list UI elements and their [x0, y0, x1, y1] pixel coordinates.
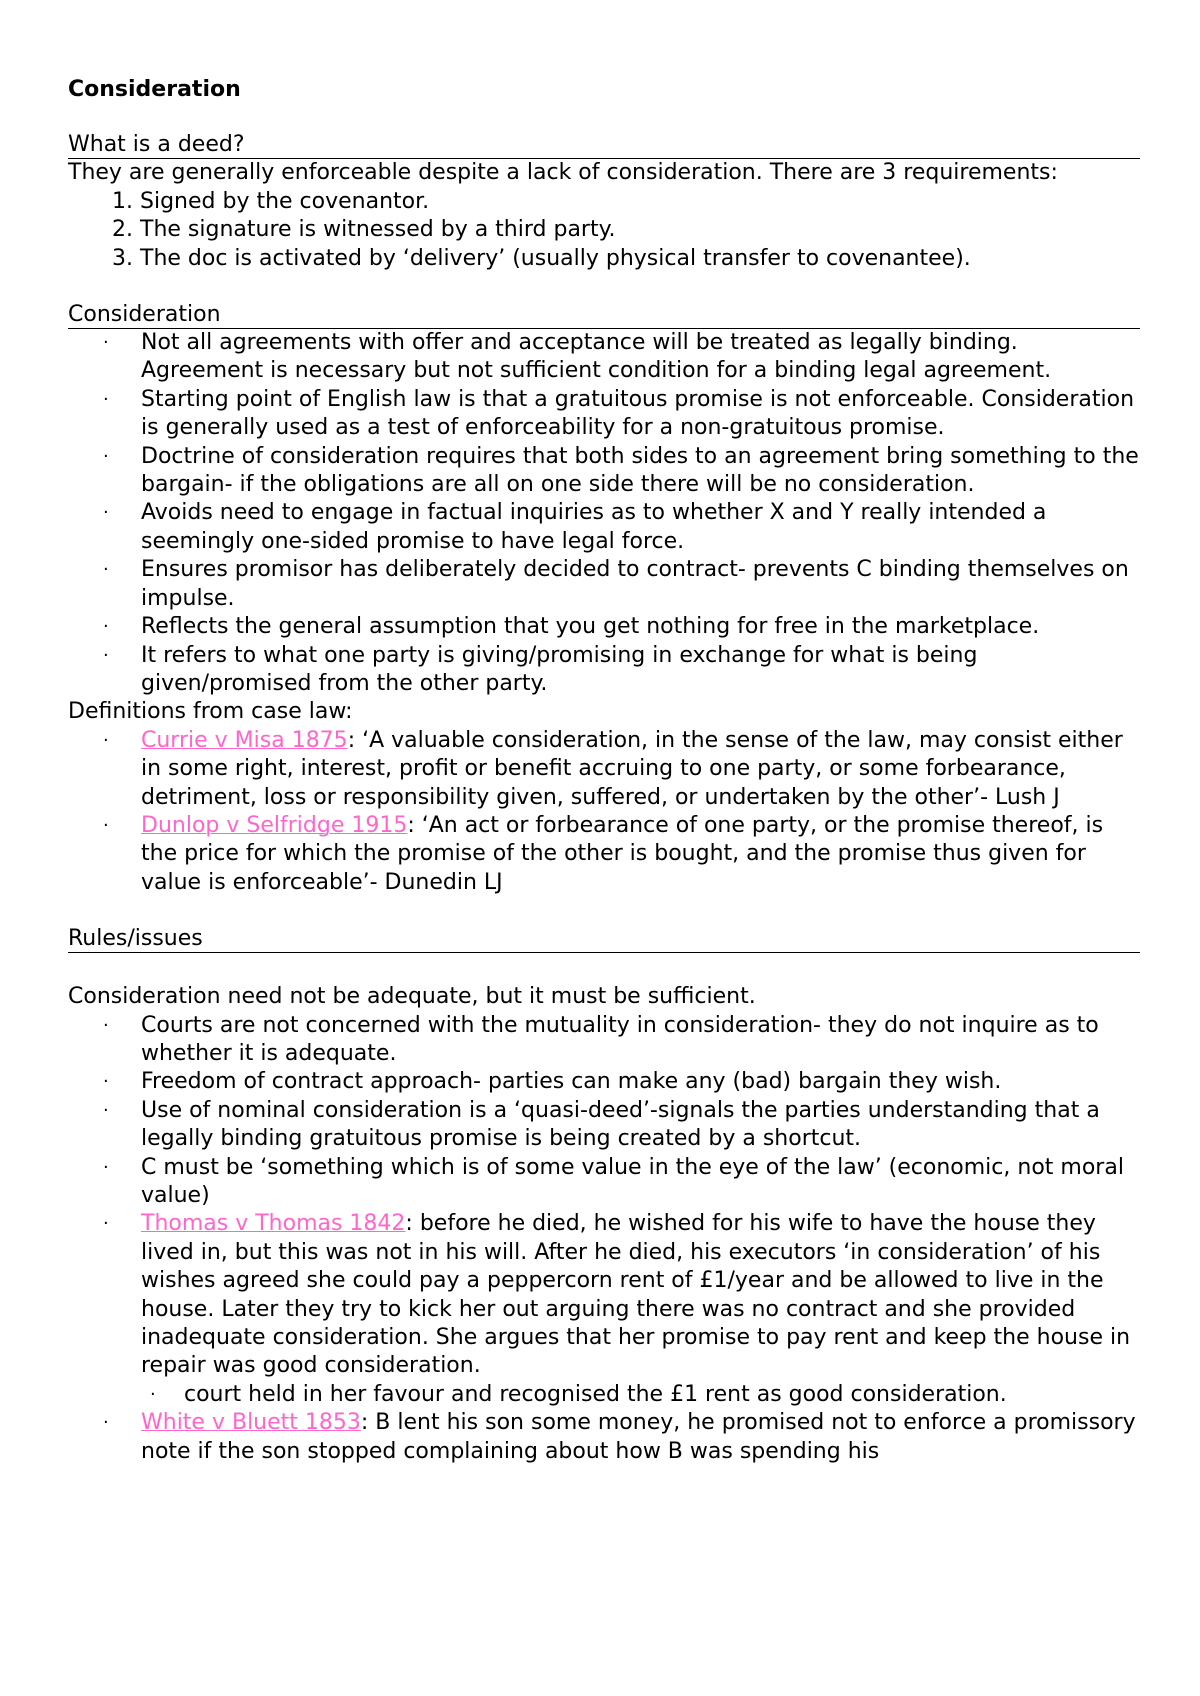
deed-intro: They are generally enforceable despite a lack of consideration. There are 3 requirements:: [68, 160, 1058, 186]
consideration-list: [68, 329, 1140, 698]
list-item: 2. The signature is witnessed by a third party.: [112, 217, 616, 243]
list-item: · White v Bluett 1853: B lent his son some money, he promised not to enforce a promissory note if the son stopped complaining about how B was spending his: [103, 1410, 1136, 1464]
bullet-icon: ·: [103, 332, 109, 354]
case-link-white[interactable]: White v Bluett 1853: [141, 1410, 361, 1436]
list-item: · court held in her favour and recognised the £1 rent as good consideration.: [68, 1381, 1140, 1409]
bullet-icon: ·: [103, 729, 109, 751]
list-item: · Doctrine of consideration requires that both sides to an agreement bring something to the bargain- if the obligations are all on one side there will be no consideration.: [103, 443, 1139, 498]
bullet-icon: ·: [150, 1383, 156, 1405]
list-item: · Thomas v Thomas 1842: before he died, he wished for his wife to have the house they lived in, but this was not in his will. After he died, his executors ‘in consideration’ of his wishes agreed she could pay a peppercorn rent of £1/year and be allowed to live in the house. Later they try to kick her out arguing there was no contract and she provided inadequate consideration. She argues that her promise to pay rent and keep the house in repair was good consideration. · court held in her favour and recognised the £1 rent as good consideration.: [68, 1210, 1140, 1409]
list-item: · Dunlop v Selfridge 1915: ‘An act or forbearance of one party, or the promise thereof, is the price for which the promise of the other is bought, and the promise thus given for value is enforceable’- Dunedin LJ: [103, 812, 1104, 895]
list-item: · It refers to what one party is giving/promising in exchange for what is being given/promised from the other party.: [103, 642, 978, 696]
list-item: 3. The doc is activated by ‘delivery’ (usually physical transfer to covenantee).: [112, 245, 971, 271]
bullet-icon: ·: [103, 616, 109, 638]
list-item: · C must be ‘something which is of some value in the eye of the law’ (economic, not moral value): [103, 1154, 1124, 1208]
bullet-icon: ·: [103, 1071, 109, 1093]
list-item: · Avoids need to engage in factual inquiries as to whether X and Y really intended a seemingly one-sided promise to have legal force.: [103, 500, 1047, 554]
list-item: · Ensures promisor has deliberately decided to contract- prevents C binding themselves on impulse.: [103, 557, 1129, 611]
list-item: · Use of nominal consideration is a ‘quasi-deed’-signals the parties understanding that a legally binding gratuitous promise is being created by a shortcut.: [103, 1097, 1100, 1152]
thomas-sub-list: [68, 1381, 1140, 1409]
consideration-heading: Consideration: [68, 301, 1140, 329]
bullet-icon: ·: [103, 388, 109, 410]
bullet-icon: ·: [103, 1099, 109, 1121]
document-page: [68, 76, 1140, 1466]
definitions-list: [68, 727, 1140, 897]
list-item: · Reflects the general assumption that you get nothing for free in the marketplace.: [68, 613, 1140, 641]
definitions-label: Definitions from case law:: [68, 699, 353, 725]
bullet-icon: ·: [103, 445, 109, 467]
rules-list: [68, 1012, 1140, 1467]
list-item: · Freedom of contract approach- parties can make any (bad) bargain they wish.: [68, 1068, 1140, 1096]
case-link-dunlop[interactable]: Dunlop v Selfridge 1915: [141, 812, 408, 838]
bullet-icon: ·: [103, 1412, 109, 1434]
list-item: 1. Signed by the covenantor.: [112, 188, 430, 214]
bullet-icon: ·: [103, 644, 109, 666]
list-item: · Not all agreements with offer and acceptance will be treated as legally binding. Agreement is necessary but not sufficient condition for a binding legal agreement.: [103, 330, 1052, 384]
list-item: · Courts are not concerned with the mutuality in consideration- they do not inquire as to whether it is adequate.: [103, 1012, 1099, 1066]
case-link-currie[interactable]: Currie v Misa 1875: [141, 727, 348, 753]
deed-heading: What is a deed?: [68, 131, 1140, 159]
case-link-thomas[interactable]: Thomas v Thomas 1842: [141, 1211, 406, 1237]
bullet-icon: ·: [103, 1014, 109, 1036]
bullet-icon: ·: [103, 502, 109, 524]
deed-requirements-list: [68, 188, 1140, 273]
document-title: Consideration: [68, 77, 241, 102]
bullet-icon: ·: [103, 559, 109, 581]
rules-heading: Rules/issues: [68, 925, 1140, 953]
bullet-icon: ·: [103, 1213, 109, 1235]
list-item: · Starting point of English law is that a gratuitous promise is not enforceable. Consideration is generally used as a test of enforceability for a non-gratuitous promise.: [103, 386, 1135, 441]
list-item: · Currie v Misa 1875: ‘A valuable consideration, in the sense of the law, may consist either in some right, interest, profit or benefit accruing to one party, or some forbearance, detriment, loss or responsibility given, suffered, or undertaken by the other’- Lush J: [103, 727, 1123, 810]
bullet-icon: ·: [103, 1156, 109, 1178]
rules-intro: Consideration need not be adequate, but it must be sufficient.: [68, 984, 756, 1010]
bullet-icon: ·: [103, 814, 109, 836]
